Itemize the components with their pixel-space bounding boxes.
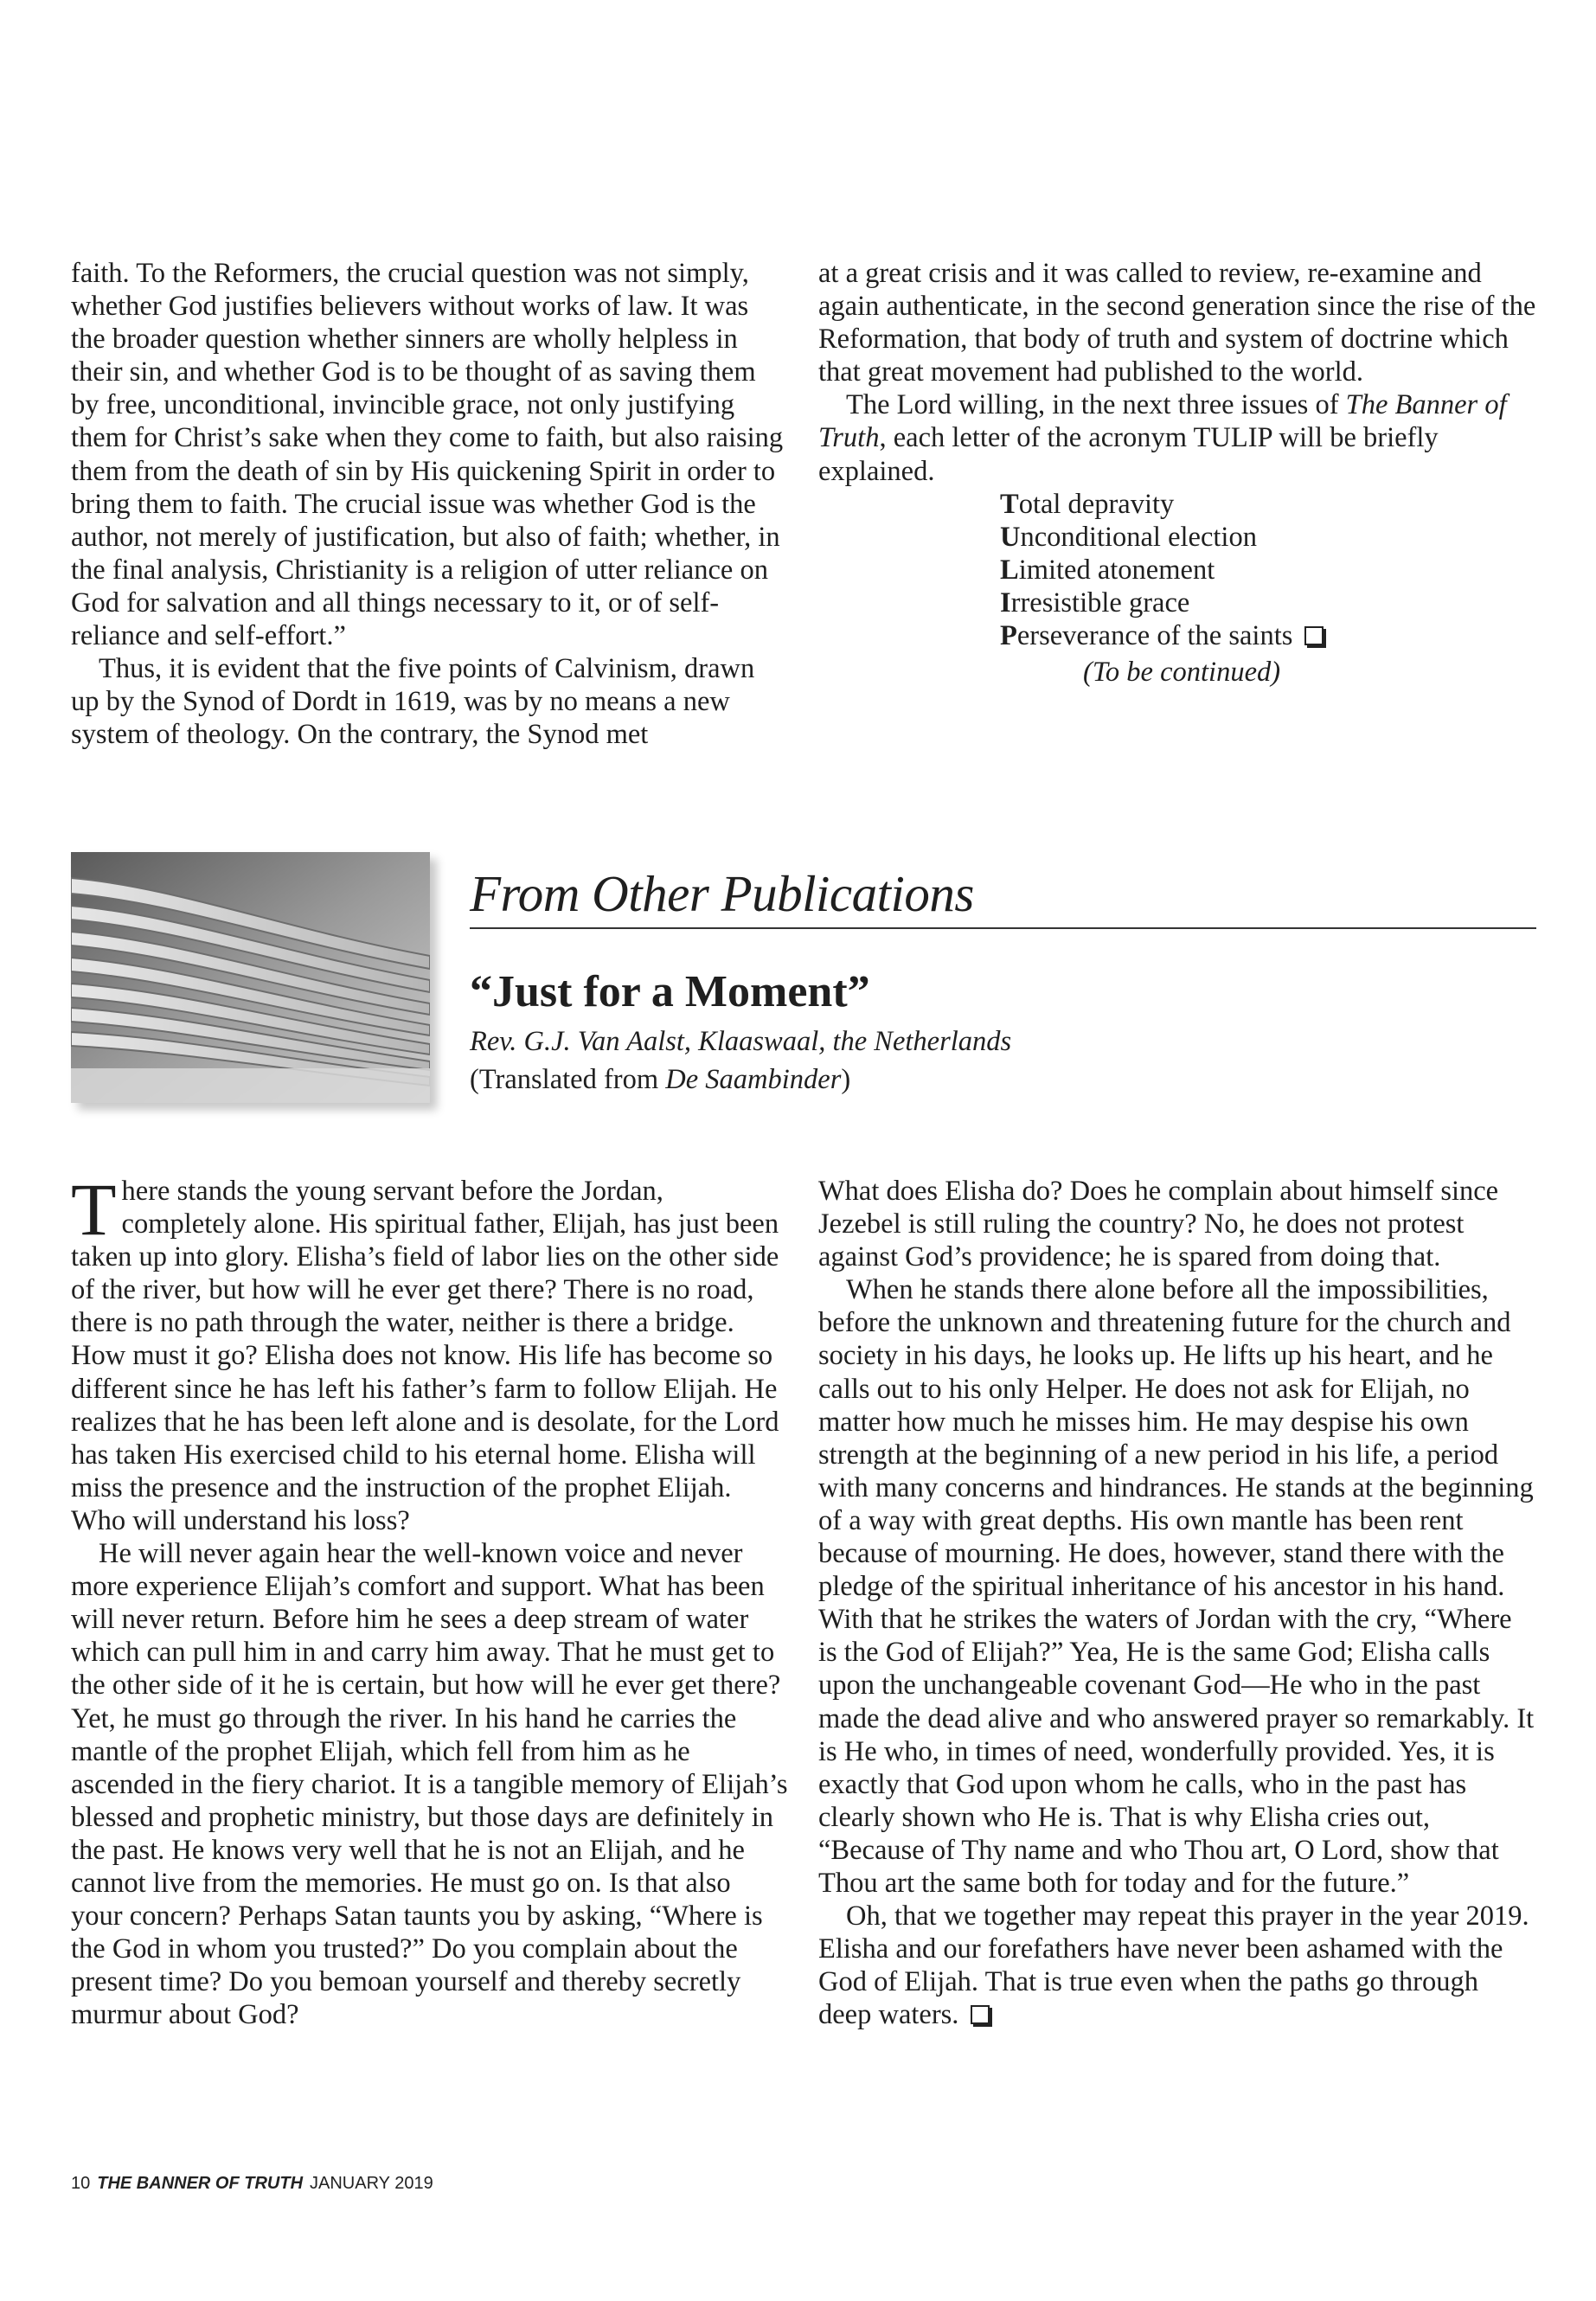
- text-run: , each letter of the acronym TULIP will be briefly explained.: [818, 422, 1439, 487]
- text-run: The Lord willing, in the next three issues of: [846, 389, 1346, 421]
- stacked-papers-image: [71, 852, 430, 1103]
- top-left-column: [71, 257, 789, 751]
- text-run: here stands the young servant before the Jordan, completely alone. His spiritual father, Elijah, has just been taken up into glory. Elisha’s field of labor lies on the other side of the river, but how will he ever get there? There is no road, there is no path through the water, neither is there a bridge. How must it go? Elisha does not know. His life has become so different since he has left his father’s farm to follow Elijah. He realizes that he has been left alone and is desolate, for the Lord has taken His exercised child to his eternal home. Elisha will miss the presence and the instruction of the prophet Elijah. Who will understand his loss?: [71, 1176, 779, 1536]
- article-right-column: [818, 1175, 1536, 2031]
- paragraph: [818, 388, 1536, 487]
- paragraph: Thus, it is evident that the five points of Calvinism, drawn up by the Synod of Dordt in 1619, was by no means a new system of theology. On the contrary, the Synod met: [71, 653, 755, 751]
- article-left-column: [71, 1168, 789, 2031]
- page-footer: [71, 2173, 433, 2194]
- tulip-initial: I: [1000, 586, 1011, 619]
- section-divider: [470, 927, 1536, 929]
- end-of-article-icon: [1304, 626, 1324, 645]
- paragraph: He will never again hear the well-known voice and never more experience Elijah’s comfort and support. What has been will never return. Before him he sees a deep stream of water which can pull him in and carry him away. That he must get to the other side of it he is certain, but how will he ever get there? Yet, he must go through the river. In his hand he carries the mantle of the prophet Elijah, which fell from him as he ascended in the fiery chariot. It is a tangible memory of Elijah’s blessed and prophetic ministry, but those days are definitely in the past. He knows very well that he is not an Elijah, and he cannot live from the memories. He must go on. Is that also your concern? Perhaps Satan taunts you by asking, “Where is the God in whom you trusted?” Do you complain about the present time? Do you bemoan yourself and thereby secretly murmur about God?: [71, 1538, 788, 2031]
- paragraph: What does Elisha do? Does he complain about himself since Jezebel is still ruling the country? No, he does not protest against God’s providence; he is spared from doing that.: [818, 1176, 1499, 1273]
- text-run: ): [841, 1064, 851, 1095]
- tulip-item: [1000, 586, 1536, 619]
- stacked-papers-illustration: [71, 852, 430, 1103]
- source-publication: De Saambinder: [665, 1064, 842, 1095]
- tulip-rest: otal depravity: [1018, 488, 1175, 520]
- text-run: Oh, that we together may repeat this prayer in the year 2019. Elisha and our forefathers have never been ashamed with the God of Elijah. That is true even when the paths go through deep waters.: [818, 1900, 1529, 2031]
- article-title: “Just for a Moment”: [470, 967, 870, 1016]
- tulip-initial: L: [1000, 554, 1019, 586]
- top-right-column: [818, 257, 1536, 689]
- tulip-rest: erseverance of the saints: [1016, 620, 1293, 652]
- issue-date: JANUARY 2019: [310, 2174, 433, 2193]
- page-number: 10: [71, 2174, 91, 2193]
- publication-title: THE BANNER OF TRUTH: [97, 2174, 304, 2193]
- paragraph: [71, 1168, 789, 1537]
- paragraph: at a great crisis and it was called to review, re-examine and again authenticate, in the second generation since the rise of the Reformation, that body of truth and system of doctrine which that great movement had published to the world.: [818, 258, 1536, 388]
- text-run: (Translated from: [470, 1064, 666, 1095]
- tulip-item: [1000, 488, 1536, 521]
- tulip-item: [1000, 554, 1536, 586]
- tulip-initial: P: [1000, 620, 1017, 652]
- paragraph: faith. To the Reformers, the crucial question was not simply, whether God justifies believers without works of law. It was the broader question whether sinners are wholly helpless in their sin, and whether God is to be thought of as saving them by free, unconditional, invincible grace, not only justifying them for Christ’s sake when they come to faith, but also raising them from the death of sin by His quickening Spirit in order to bring them to faith. The crucial issue was whether God is the author, not merely of justification, but also of faith; whether, in the final analysis, Christianity is a religion of utter reliance on God for salvation and all things necessary to it, or of self-reliance and self-effort.”: [71, 258, 784, 652]
- tulip-list: [818, 488, 1536, 652]
- tulip-item: [1000, 619, 1536, 652]
- paragraph: When he stands there alone before all the impossibilities, before the unknown and threatening future for the church and society in his days, he looks up. He lifts up his heart, and he calls out to his only Helper. He does not ask for Elijah, no matter how much he misses him. He may despise his own strength at the beginning of a new period in his life, a period with many concerns and hindrances. He stands at the beginning of a way with great depths. His own mantle has been rent because of mourning. He does, however, stand there with the pledge of the spiritual inheritance of his ancestor in his hand. With that he strikes the waters of Jordan with the cry, “Where is the God of Elijah?” Yea, He is the same God; Elisha calls upon the unchangeable covenant God—He who in the past made the dead alive and who answered prayer so remarkably. It is He who, in times of need, wonderfully provided. Yes, it is exactly that God upon whom he calls, who in the past has clearly shown who He is. That is why Elisha cries out, “Because of Thy name and who Thou art, O Lord, show that Thou art the same both for today and for the future.”: [818, 1274, 1535, 1899]
- tulip-initial: U: [1000, 521, 1021, 553]
- translation-note: [470, 1062, 850, 1097]
- to-be-continued: (To be continued): [1083, 657, 1281, 689]
- paragraph: [818, 1900, 1536, 2031]
- tulip-rest: nconditional election: [1020, 521, 1257, 553]
- end-of-article-icon: [971, 2005, 990, 2024]
- drop-cap: T: [71, 1168, 117, 1251]
- section-title: From Other Publications: [470, 865, 974, 922]
- tulip-rest: rresistible grace: [1010, 586, 1190, 619]
- publication-name: The Banner of Truth: [818, 389, 1507, 454]
- tulip-rest: imited atonement: [1018, 554, 1215, 586]
- tulip-item: [1000, 521, 1536, 554]
- author-byline: Rev. G.J. Van Aalst, Klaaswaal, the Netherlands: [470, 1026, 1012, 1057]
- tulip-initial: T: [1000, 488, 1019, 520]
